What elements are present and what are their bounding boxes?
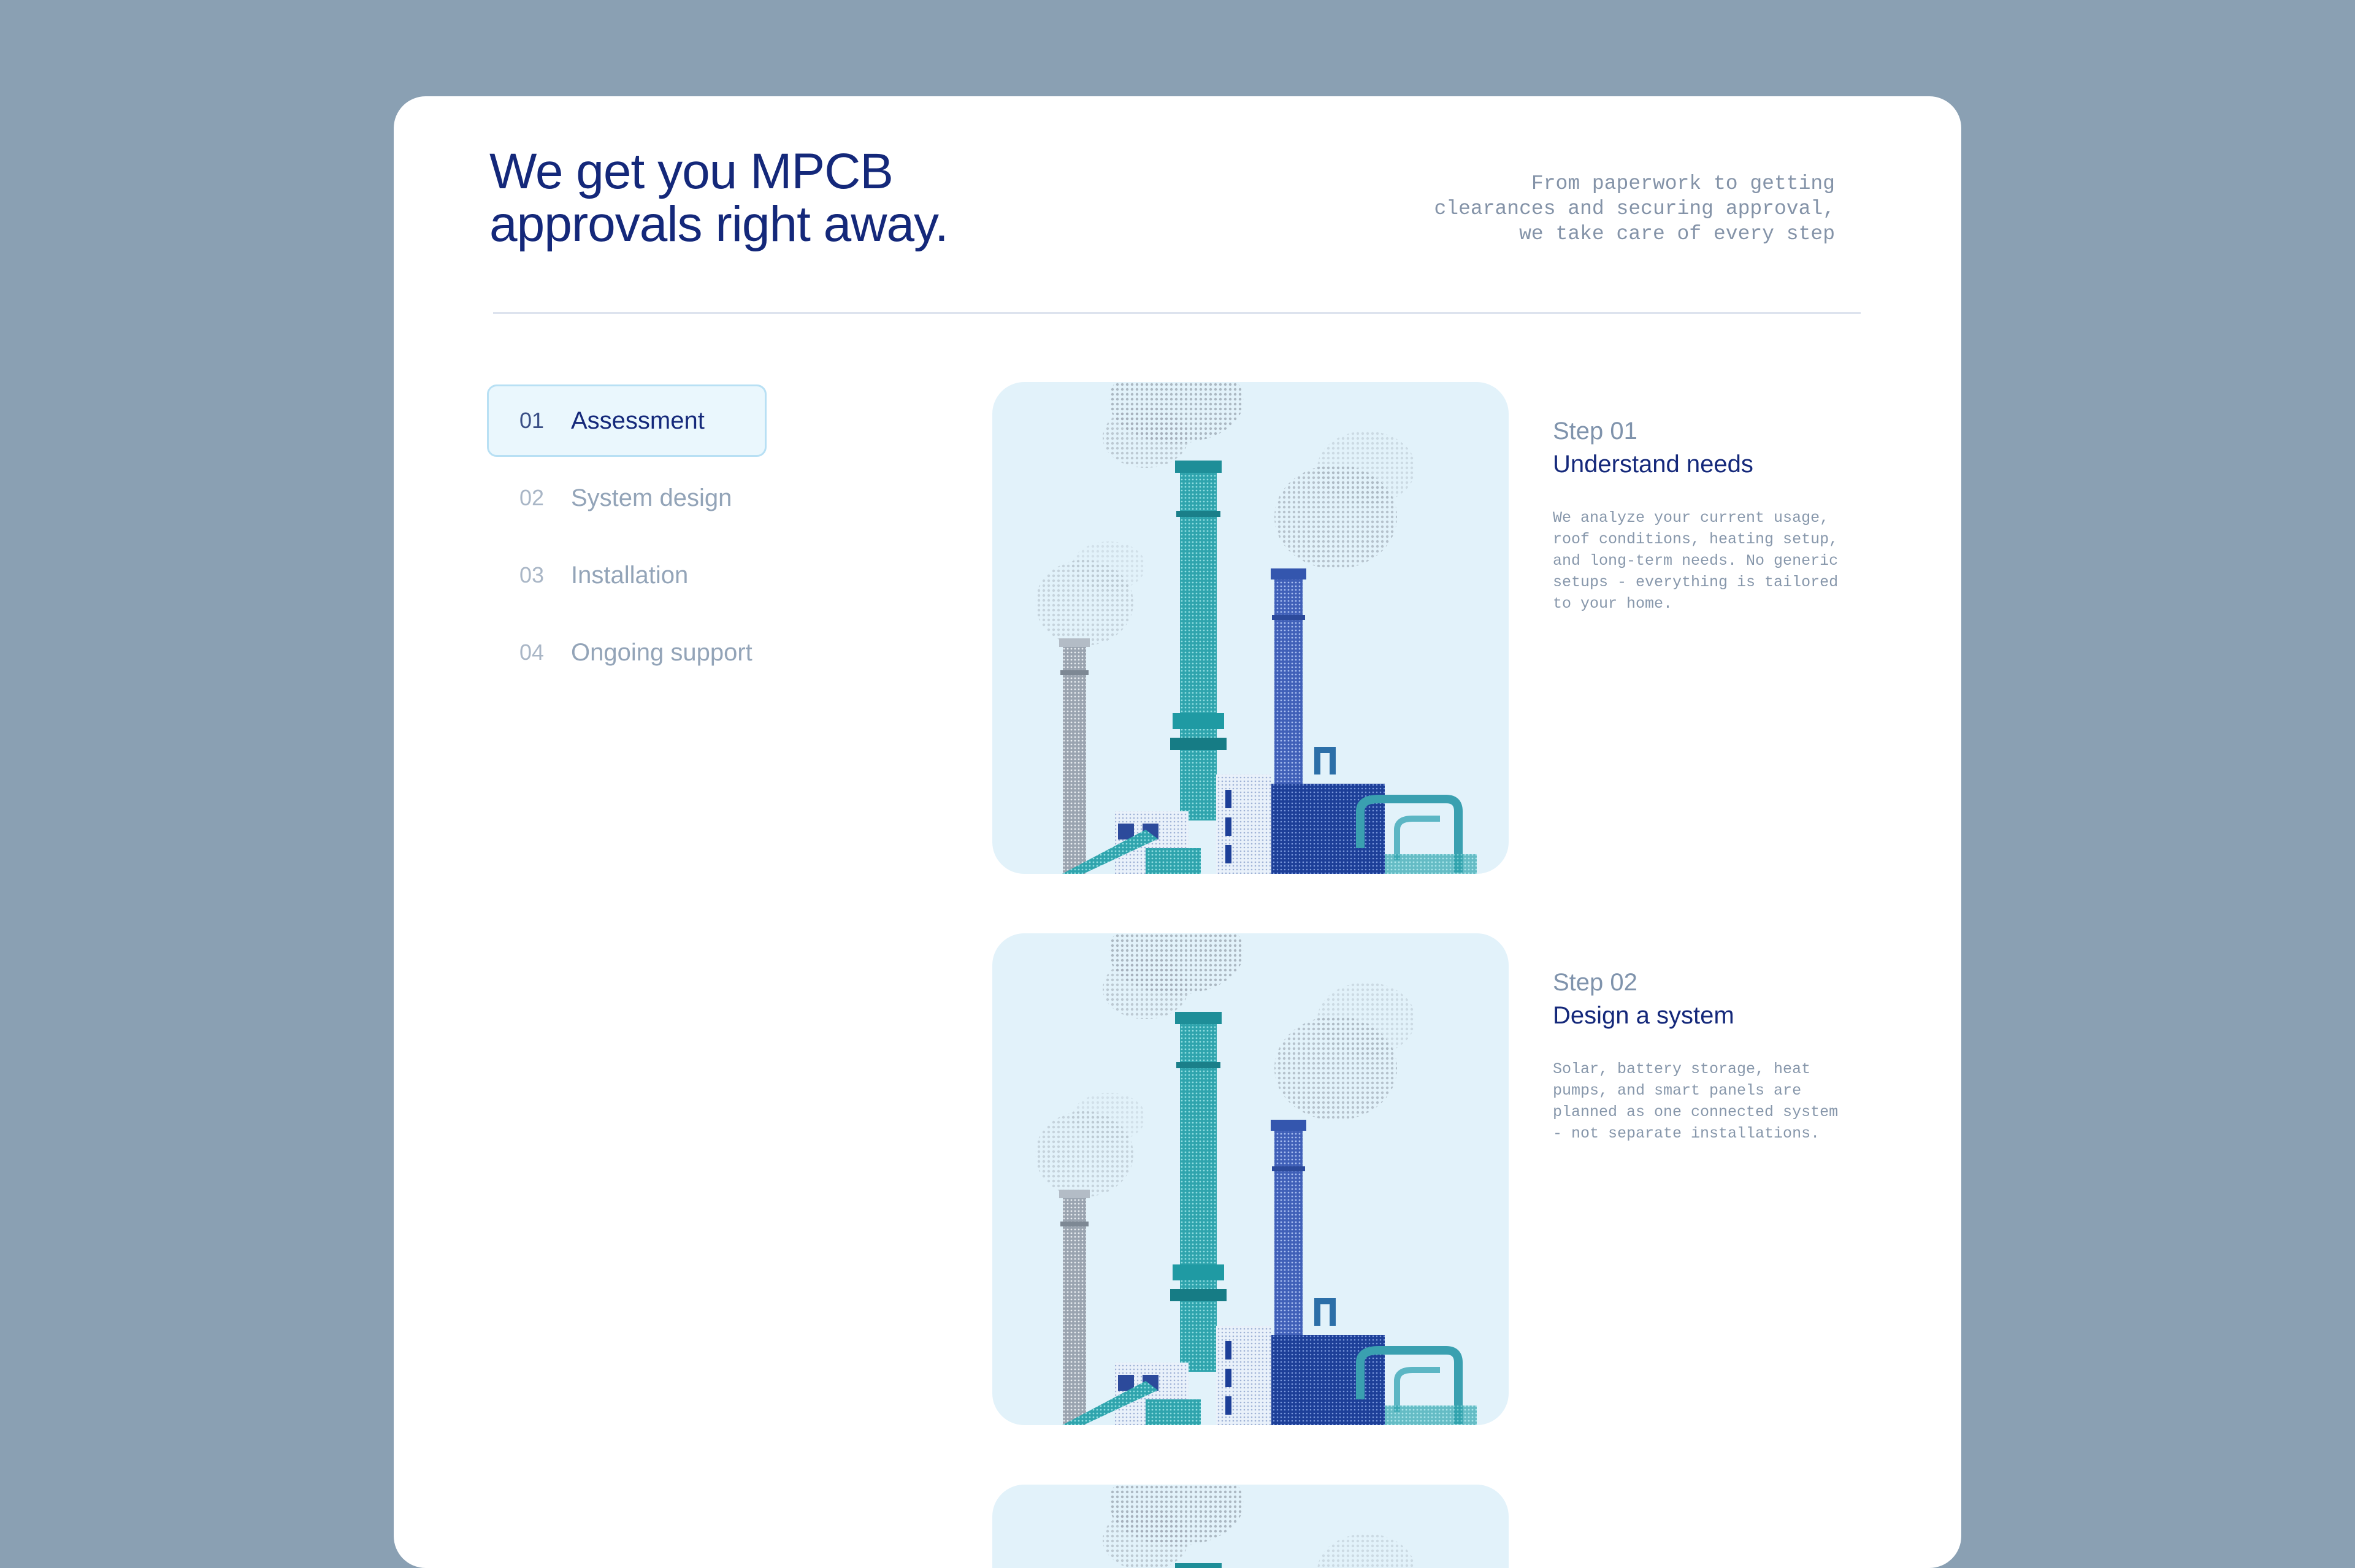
factory-illustration-image [992, 1485, 1509, 1568]
nav-item-label: System design [571, 484, 732, 511]
intro-line-3: we take care of every step [1519, 223, 1835, 245]
intro-line-1: From paperwork to getting [1531, 172, 1835, 195]
nav-item-installation[interactable] [487, 539, 767, 611]
step-title: Design a system [1553, 1002, 1734, 1029]
nav-item-ongoing-support[interactable] [487, 616, 767, 689]
step-description: Solar, battery storage, heat pumps, and smart panels are planned as one connected system - not separate installations. [1553, 1060, 1839, 1142]
intro-text [1434, 171, 1835, 247]
nav-item-label: Installation [571, 561, 689, 589]
factory-smokestacks-illustration [992, 1485, 1509, 1568]
page-title-line-2: approvals right away. [489, 196, 948, 252]
step-number: Step 01 [1553, 418, 1637, 445]
factory-illustration-image [992, 382, 1509, 874]
step-text [1553, 966, 1853, 1144]
nav-item-number: 04 [519, 640, 545, 665]
nav-item-assessment[interactable] [487, 384, 767, 457]
page-title [489, 145, 948, 251]
step-number: Step 02 [1553, 969, 1637, 996]
nav-item-system-design[interactable] [487, 462, 767, 534]
page-title-line-1: We get you MPCB [489, 143, 893, 199]
steps-nav [487, 384, 781, 694]
nav-item-number: 01 [519, 408, 545, 433]
factory-smokestacks-illustration [992, 382, 1509, 874]
step-description: We analyze your current usage, roof conditions, heating setup, and long-term needs. No generic setups - everything is tailored to your home. [1553, 509, 1839, 613]
header-divider [493, 312, 1861, 314]
factory-illustration-image [992, 933, 1509, 1425]
step-title: Understand needs [1553, 451, 1753, 478]
main-card [394, 96, 1961, 1568]
step-text [1553, 415, 1853, 614]
factory-smokestacks-illustration [992, 933, 1509, 1425]
intro-line-2: clearances and securing approval, [1434, 197, 1835, 220]
nav-item-number: 03 [519, 562, 545, 587]
nav-item-label: Assessment [571, 407, 705, 434]
nav-item-number: 02 [519, 485, 545, 510]
nav-item-label: Ongoing support [571, 638, 752, 666]
